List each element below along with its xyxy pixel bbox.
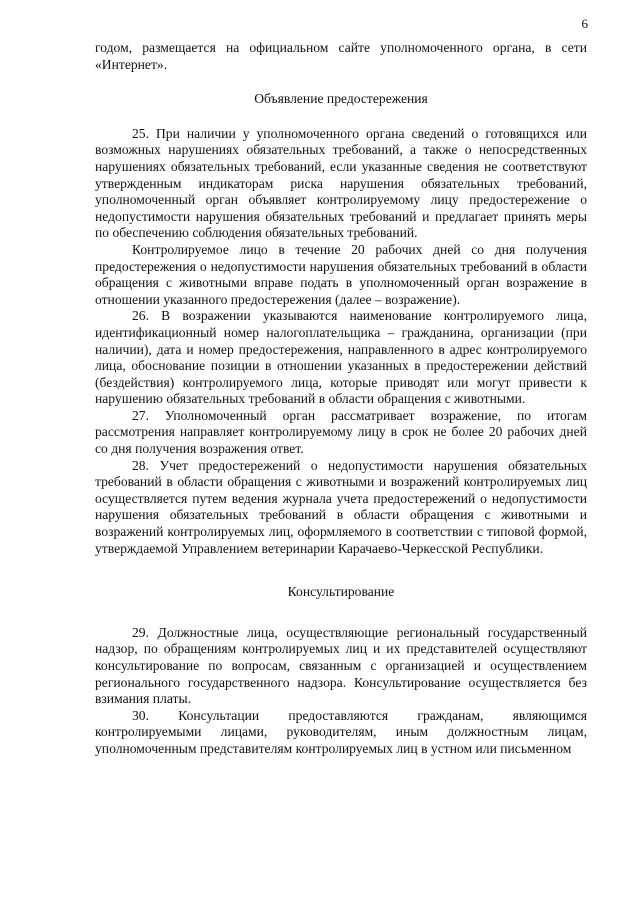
paragraph-25-objection: Контролируемое лицо в течение 20 рабочих дней со дня получения предостережения о недопустимости нарушения обязательных требований в области обращения с животными вправе подать в уполномоченный орган возражение в отношении указанного предостережения (далее – возражение).: [95, 241, 587, 307]
paragraph-27: 27. Уполномоченный орган рассматривает возражение, по итогам рассмотрения направляет контролируемому лицу в срок не более 20 рабочих дней со дня получения возражения ответ.: [95, 407, 587, 457]
paragraph-25: 25. При наличии у уполномоченного органа сведений о готовящихся или возможных нарушениях обязательных требований, а также о непосредственных нарушениях обязательных требований, если указанные сведения не соответствуют утвержденным индикаторам риска нарушения обязательных требований, уполномоченный орган объявляет контролируемому лицу предостережение о недопустимости нарушения обязательных требований и предлагает принять меры по обеспечению соблюдения обязательных требований.: [95, 125, 587, 241]
paragraph-26: 26. В возражении указываются наименование контролируемого лица, идентификационный номер налогоплательщика – гражданина, организации (при наличии), дата и номер предостережения, направленного в адрес контролируемого лица, обоснование позиции в отношении указанных в предостережении действий (бездействия) контролируемого лица, которые приводят или могут привести к нарушению обязательных требований в области обращения с животными.: [95, 308, 587, 407]
section-heading-warning: Объявление предостережения: [254, 91, 428, 107]
paragraph-29: 29. Должностные лица, осуществляющие региональный государственный надзор, по обращениям контролируемых лиц и их представителей осуществляют консультирование по вопросам, связанным с организацией и осуществлением регионального государственного надзора. Консультирование осуществляется без взимания платы.: [95, 624, 587, 707]
document-body: [95, 40, 587, 758]
paragraph-intro-continuation: годом, размещается на официальном сайте уполномоченного органа, в сети «Интернет».: [95, 40, 587, 72]
paragraph-30: 30. Консультации предоставляются гражданам, являющимся контролируемыми лицами, руководителям, иным должностным лицам, уполномоченным представителям контролируемых лиц в устном или письменном: [95, 707, 587, 756]
page-number: 6: [581, 16, 588, 31]
section-heading-consulting: Консультирование: [287, 584, 395, 600]
paragraph-28: 28. Учет предостережений о недопустимости нарушения обязательных требований в области обращения с животными и возражений контролируемых лиц осуществляется путем ведения журнала учета предостережений о недопустимости нарушения обязательных требований в области обращения с животными и возражений контролируемых лиц, оформляемого в соответствии с типовой формой, утверждаемой Управлением ветеринарии Карачаево-Черкесской Республики.: [95, 457, 587, 556]
